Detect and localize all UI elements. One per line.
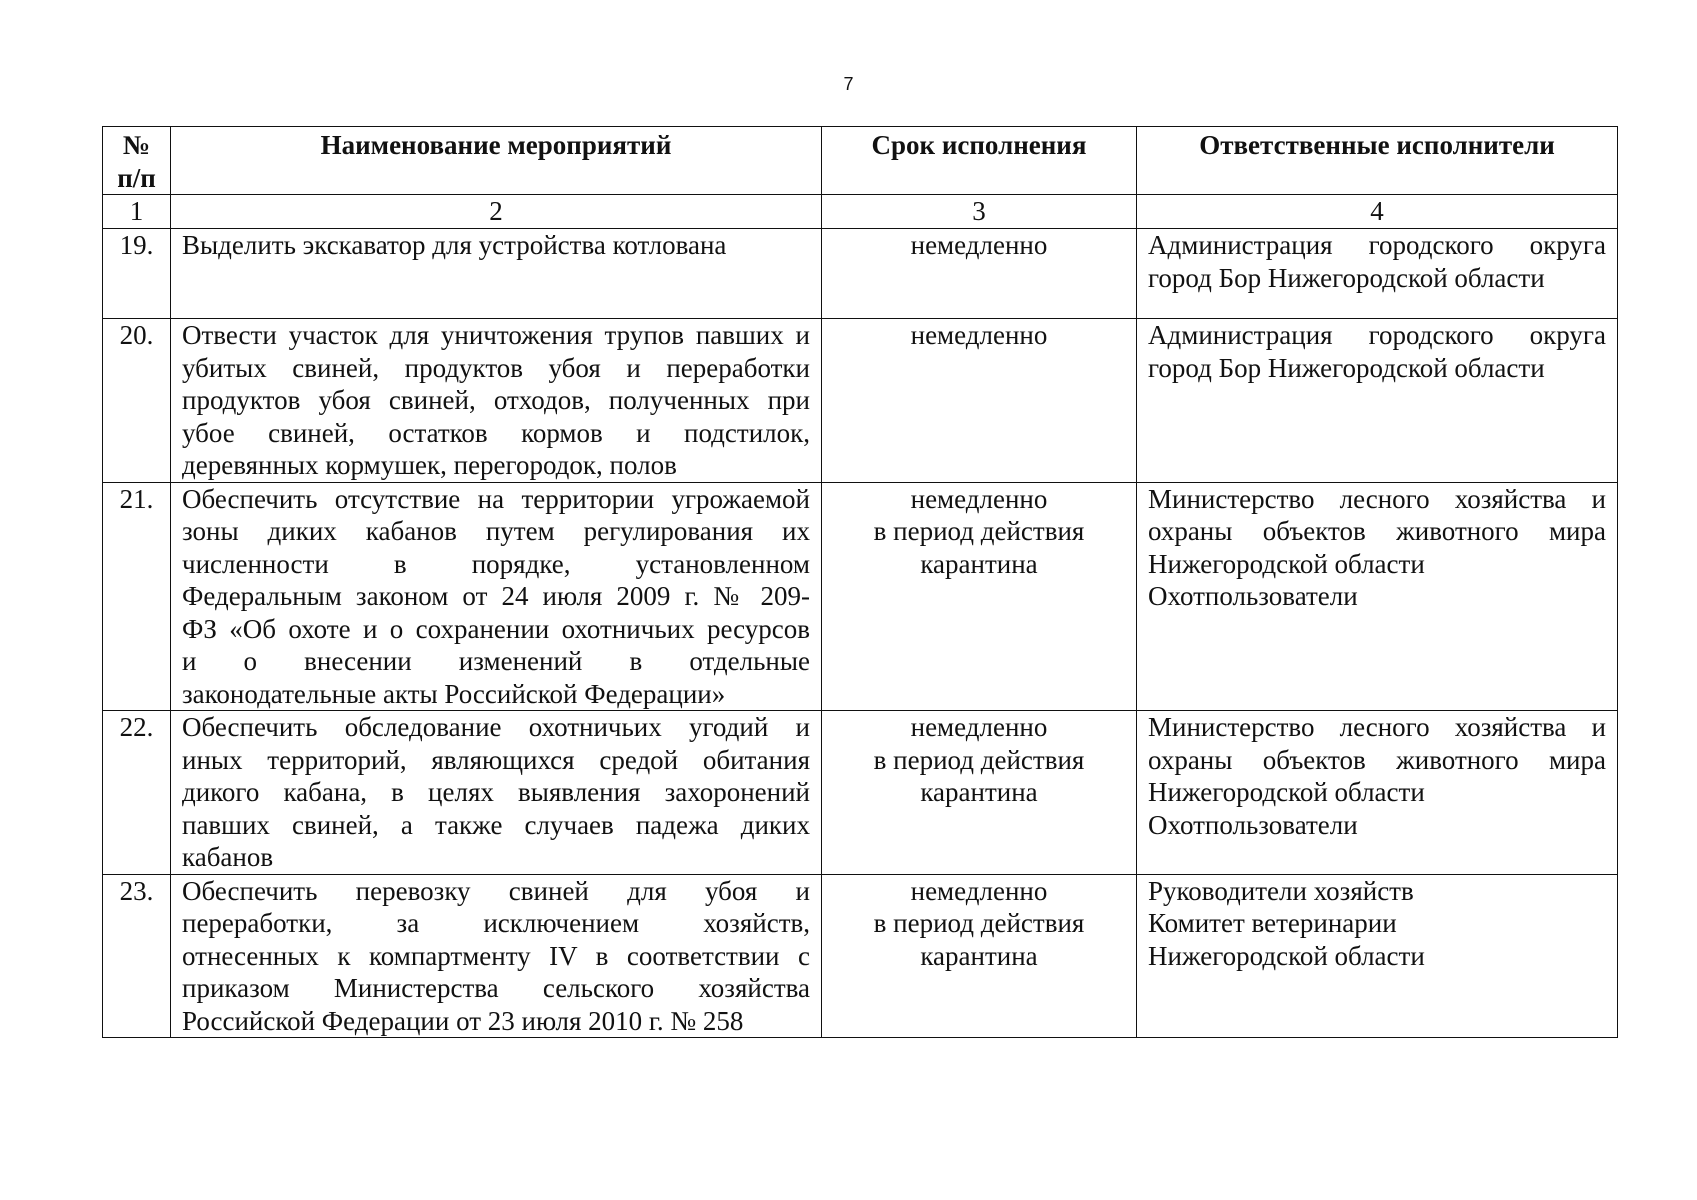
measure-name — [171, 319, 822, 483]
deadline — [822, 711, 1137, 875]
table-row — [103, 319, 1618, 483]
responsible-executors — [1137, 874, 1618, 1038]
measure-name-line: павших свиней, а также случаев падежа диких — [182, 809, 810, 840]
deadline-line: в период действия — [873, 744, 1085, 775]
responsible-executors — [1137, 229, 1618, 319]
deadline — [822, 319, 1137, 483]
measure-name-line: убое свиней, остатков кормов и подстилок, — [182, 417, 810, 448]
table-row — [103, 482, 1618, 711]
responsible-executors-line: Нижегородской области — [1148, 777, 1425, 807]
measure-name-line: иных территорий, являющихся средой обитания — [182, 744, 810, 775]
responsible-executors-line: Нижегородской области — [1148, 940, 1425, 971]
deadline — [822, 482, 1137, 711]
measure-name — [171, 874, 822, 1038]
responsible-executors — [1137, 711, 1618, 875]
column-index-1: 1 — [103, 195, 171, 229]
measure-name-line: численности в порядке, установленном — [182, 548, 810, 579]
measure-name-line: и о внесении изменений в отдельные — [182, 646, 810, 676]
table-header-row — [103, 127, 1618, 195]
responsible-executors-line: Министерство лесного хозяйства и — [1148, 483, 1606, 514]
column-index-row — [103, 195, 1618, 229]
measure-name-line: приказом Министерства сельского хозяйства — [182, 973, 810, 1003]
measure-name-line: продуктов убоя свиней, отходов, полученных при — [182, 385, 810, 415]
measure-name-line: Федеральным законом от 24 июля 2009 г. № 209- — [182, 581, 810, 611]
deadline-line: карантина — [920, 940, 1038, 971]
responsible-executors-line: Нижегородской области — [1148, 548, 1425, 579]
column-index-4: 4 — [1137, 195, 1618, 229]
table-row — [103, 711, 1618, 875]
responsible-executors-line: Администрация городского округа — [1148, 230, 1606, 260]
deadline — [822, 229, 1137, 319]
deadline-line: немедленно — [910, 230, 1048, 260]
row-number: 20. — [103, 319, 171, 483]
row-number: 22. — [103, 711, 171, 875]
row-number: 19. — [103, 229, 171, 319]
page-number: 7 — [843, 74, 854, 94]
measure-name-line: убитых свиней, продуктов убоя и переработки — [182, 352, 810, 383]
measure-name-line: законодательные акты Российской Федерации» — [182, 678, 726, 709]
responsible-executors-line: город Бор Нижегородской области — [1148, 352, 1545, 383]
measure-name-line: Обеспечить отсутствие на территории угрожаемой — [182, 483, 810, 514]
measure-name-line: деревянных кормушек, перегородок, полов — [182, 450, 677, 480]
responsible-executors — [1137, 319, 1618, 483]
responsible-executors-line: Администрация городского округа — [1148, 320, 1606, 350]
header-name: Наименование мероприятий — [171, 127, 822, 195]
deadline-line: немедленно — [910, 875, 1048, 906]
measure-name-line: Отвести участок для уничтожения трупов павших и — [182, 320, 810, 350]
deadline-line: немедленно — [910, 320, 1048, 350]
column-index-2: 2 — [171, 195, 822, 229]
row-number: 23. — [103, 874, 171, 1038]
measures-table — [102, 126, 1618, 1038]
measure-name-line: Выделить экскаватор для устройства котлована — [182, 230, 727, 260]
measure-name-line: отнесенных к компартменту IV в соответствии с — [182, 940, 810, 971]
responsible-executors-line: охраны объектов животного мира — [1148, 744, 1606, 775]
deadline-line: в период действия — [873, 908, 1085, 938]
measure-name-line: зоны диких кабанов путем регулирования их — [182, 516, 810, 546]
responsible-executors-line: Министерство лесного хозяйства и — [1148, 712, 1606, 742]
responsible-executors-line: Охотпользователи — [1148, 581, 1358, 611]
deadline-line: немедленно — [910, 483, 1048, 514]
responsible-executors — [1137, 482, 1618, 711]
responsible-executors-line: охраны объектов животного мира — [1148, 516, 1606, 546]
responsible-executors-line: Комитет ветеринарии — [1148, 908, 1397, 938]
measure-name-line: кабанов — [182, 842, 274, 872]
measure-name — [171, 482, 822, 711]
table-row — [103, 229, 1618, 319]
measure-name-line: дикого кабана, в целях выявления захоронений — [182, 777, 810, 807]
measure-name — [171, 229, 822, 319]
measure-name-line: переработки, за исключением хозяйств, — [182, 908, 810, 938]
measure-name-line: Обеспечить перевозку свиней для убоя и — [182, 875, 810, 906]
header-deadline: Срок исполнения — [822, 127, 1137, 195]
column-index-3: 3 — [822, 195, 1137, 229]
measure-name-line: ФЗ «Об охоте и о сохранении охотничьих ресурсов — [182, 613, 810, 644]
deadline-line: карантина — [920, 548, 1038, 579]
deadline — [822, 874, 1137, 1038]
measure-name-line: Обеспечить обследование охотничьих угодий и — [182, 712, 810, 742]
header-responsible: Ответственные исполнители — [1137, 127, 1618, 195]
responsible-executors-line: город Бор Нижегородской области — [1148, 262, 1545, 293]
row-number: 21. — [103, 482, 171, 711]
header-num: № п/п — [103, 127, 171, 195]
deadline-line: немедленно — [910, 712, 1048, 742]
deadline-line: карантина — [920, 777, 1038, 807]
responsible-executors-line: Охотпользователи — [1148, 809, 1358, 840]
measure-name — [171, 711, 822, 875]
responsible-executors-line: Руководители хозяйств — [1148, 875, 1414, 906]
table-row — [103, 874, 1618, 1038]
deadline-line: в период действия — [873, 516, 1085, 546]
measure-name-line: Российской Федерации от 23 июля 2010 г. № 258 — [182, 1005, 744, 1036]
